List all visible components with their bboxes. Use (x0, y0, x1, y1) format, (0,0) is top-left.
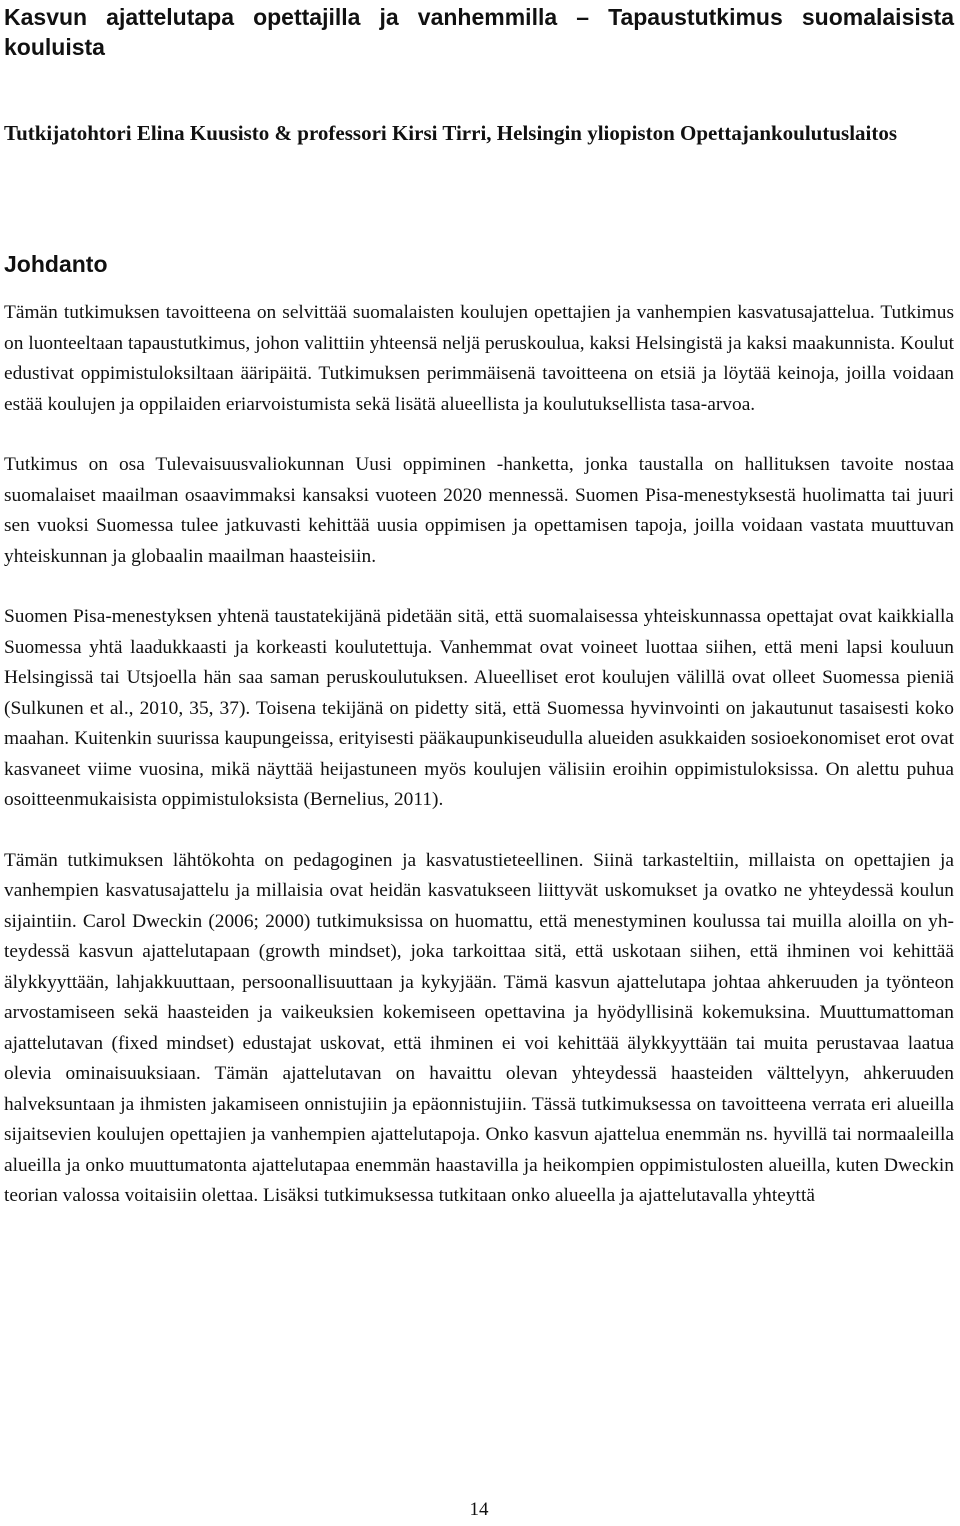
body-paragraph-4: Tämän tutkimuksen lähtökohta on pedagoginen ja kasvatustieteellinen. Siinä tarkasteltiin, millaista on opettajien ja vanhempien kasvatusajattelu ja millaisia ovat heidän kasvatukseen liittyvät uskomukset ja ovatko ne yhteydessä koulun sijaintiin. Carol Dweckin (2006; 2000) tutkimuksissa on huomattu, että menestyminen koulussa tai muilla aloilla on yhteydessä kasvun ajattelutapaan (growth mindset), joka tarkoittaa sitä, että uskotaan siihen, että ihminen voi kehittää älykkyyttään, lahjakkuuttaan, persoonallisuuttaan ja kykyjään. Tämä kasvun ajattelutapa johtaa ahkeruuden ja työnteon arvostamiseen sekä haasteiden ja vaikeuksien kokemiseen opettavina ja hyödyllisinä kokemuksina. Muuttumattoman ajattelutavan (fixed mindset) edustajat uskovat, että ihminen ei voi kehittää älykkyyttään tai muita perustavaa laatua olevia ominaisuuksiaan. Tämän ajattelutavan on havaittu olevan yhteydessä haasteiden välttelyyn, ahkeruuden halveksuntaan ja ihmisten jakamiseen onnistujiin ja epäonnistujiin. Tässä tutkimuksessa on tavoitteena verrata eri alueilla sijaitsevien koulujen opettajien ja vanhempien ajattelutapoja. Onko kasvun ajattelua enemmän ns. hyvillä tai normaaleilla alueilla ja onko muuttumatonta ajattelutapaa enemmän haastavilla ja heikompien oppimistulosten alueilla, kuten Dweckin teorian valossa voitaisiin olettaa. Lisäksi tutkimuksessa tutkitaan onko alueella ja ajattelutavalla yhteyttä (4, 849, 954, 1206)
page-number: 14 (469, 1499, 489, 1520)
document-authors: Tutkijatohtori Elina Kuusisto & professori Kirsi Tirri, Helsingin yliopiston Opettajankoulutuslaitos (4, 121, 898, 145)
document-title: Kasvun ajattelutapa opettajilla ja vanhemmilla – Tapaustutkimus suomalaisista kouluista (4, 4, 954, 60)
section-heading: Johdanto (4, 251, 108, 277)
body-paragraph-3: Suomen Pisa-menestyksen yhtenä taustatekijänä pidetään sitä, että suomalaisessa yhteiskunnassa opettajat ovat kaikkialla Suomessa yhtä laadukkaasti ja korkeasti koulutettuja. Vanhemmat ovat voineet luottaa siihen, että meni lapsi kouluun Helsingissä tai Utsjoella hän saa saman peruskoulutuksen. Alueelliset erot koulujen välillä ovat olleet Suomessa pieniä (Sulkunen et al., 2010, 35, 37). Toisena tekijänä on pidetty sitä, että Suomessa hyvinvointi on jakautunut tasaisesti koko maahan. Kuitenkin suurissa kaupungeissa, erityisesti pääkaupunkiseudulla alueiden asukkaiden sosioekonomiset erot ovat kasvaneet viime vuosina, mikä näyttää heijastuneen myös koulujen välisiin eroihin oppimistuloksissa. On alettu puhua osoitteenmukaisista oppimistuloksista (Bernelius, 2011). (4, 606, 954, 810)
body-paragraph-1: Tämän tutkimuksen tavoitteena on selvittää suomalaisten koulujen opettajien ja vanhempien kasvatusajattelua. Tutkimus on luonteeltaan tapaustutkimus, johon valittiin yhteensä neljä peruskoulua, kaksi Helsingistä ja kaksi maakunnista. Koulut edustivat oppimistuloksiltaan ääripäitä. Tutkimuksen perimmäisenä tavoitteena on etsiä ja löytää keinoja, joilla voidaan estää koulujen ja oppilaiden eriarvoistumista sekä lisätä alueellista ja koulutuksellista tasa-arvoa. (4, 302, 954, 415)
document-page (4, 0, 954, 1526)
body-paragraph-2: Tutkimus on osa Tulevaisuusvaliokunnan Uusi oppiminen -hanketta, jonka taustalla on hallituksen tavoite nostaa suomalaiset maailman osaavimmaksi kansaksi vuoteen 2020 mennessä. Suomen Pisa-menestyksestä huolimatta tai juuri sen vuoksi Suomessa tulee jatkuvasti kehittää uusia oppimisen ja opettamisen tapoja, joilla voidaan vastata muuttuvan yhteiskunnan ja globaalin maailman haasteisiin. (4, 454, 954, 567)
